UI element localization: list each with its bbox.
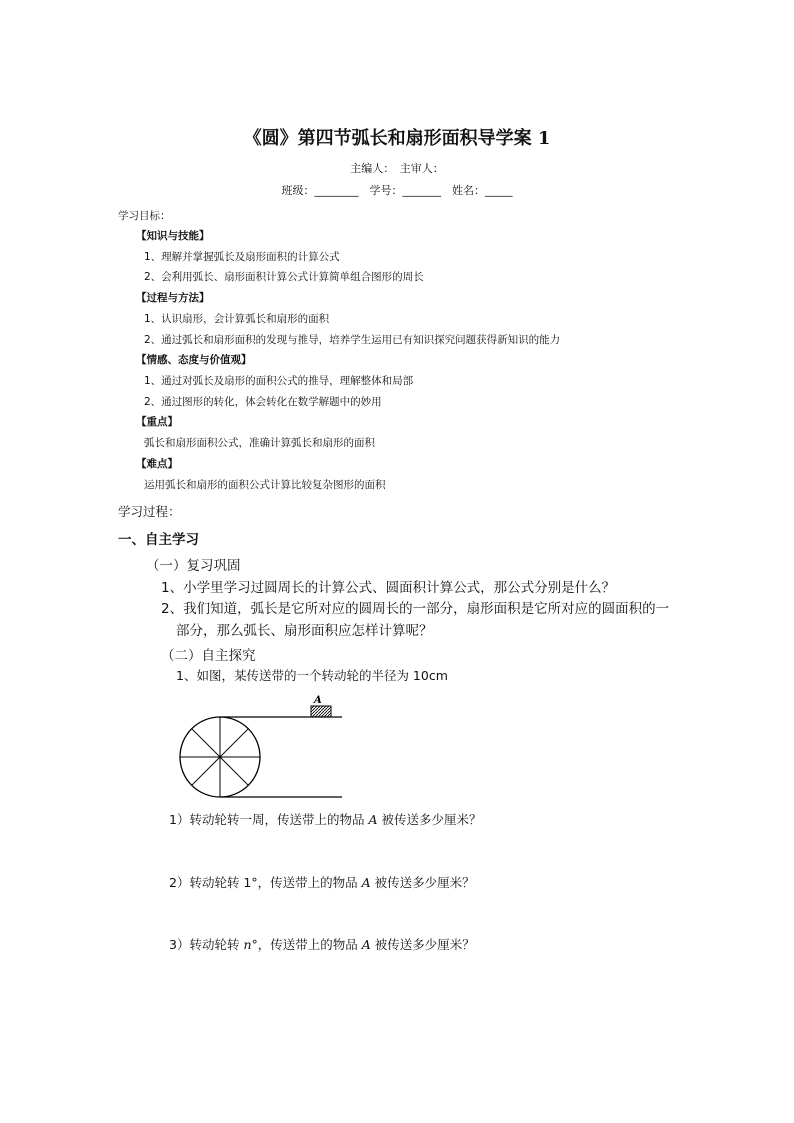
object-a-label: A: [314, 695, 322, 706]
editors-line: 主编人： 主审人：: [350, 162, 444, 175]
object-a-block: [311, 706, 331, 717]
difficulty-text: 运用弧长和扇形的面积公式计算比较复杂图形的面积: [144, 479, 386, 491]
question-2-line-1: 2、我们知道，弧长是它所对应的圆周长的一部分，扇形面积是它所对应的圆面积的一: [161, 601, 670, 617]
variable-a: A: [368, 812, 378, 827]
sub-question-3: 3）转动轮转 n°，传送带上的物品 A 被传送多少厘米？: [169, 937, 475, 952]
sub-question-1: 1）转动轮转一周，传送带上的物品 A 被传送多少厘米？: [169, 812, 482, 827]
knowledge-heading: 【知识与技能】: [136, 230, 210, 242]
variable-a: A: [361, 875, 371, 890]
subsection-explore: （二）自主探究: [161, 648, 256, 664]
question-2-line-2: 部分，那么弧长、扇形面积应怎样计算呢？: [176, 623, 433, 639]
question-1: 1、小学里学习过圆周长的计算公式、圆面积计算公式，那公式分别是什么？: [161, 580, 616, 596]
process-method-item-2: 2、通过弧长和扇形面积的发现与推导，培养学生运用已有知识探究问题获得新知识的能力: [144, 334, 561, 346]
emotion-item-2: 2、通过图形的转化，体会转化在数学解题中的妙用: [144, 396, 382, 408]
variable-n: n: [243, 937, 252, 952]
knowledge-item-1: 1、理解并掌握弧长及扇形面积的计算公式: [144, 251, 340, 263]
emotion-heading: 【情感、态度与价值观】: [136, 354, 252, 366]
subsection-review: （一）复习巩固: [146, 558, 241, 574]
process-method-item-1: 1、认识扇形，会计算弧长和扇形的面积: [144, 313, 330, 325]
section-self-study: 一、自主学习: [118, 532, 199, 548]
page-title: 《圆》第四节弧长和扇形面积导学案 1: [243, 128, 551, 149]
objectives-heading: 学习目标：: [118, 210, 171, 222]
variable-a: A: [361, 937, 371, 952]
question-3: 1、如图，某传送带的一个转动轮的半径为 10cm: [176, 668, 448, 683]
emotion-item-1: 1、通过对弧长及扇形的面积公式的推导，理解整体和局部: [144, 375, 414, 387]
key-point-text: 弧长和扇形面积公式，准确计算弧长和扇形的面积: [144, 437, 375, 449]
process-heading: 学习过程：: [118, 504, 181, 519]
sub-question-2: 2）转动轮转 1°，传送带上的物品 A 被传送多少厘米？: [169, 875, 475, 890]
student-info-line: 班级：________ 学号：_______ 姓名：_____: [281, 184, 513, 197]
key-point-heading: 【重点】: [136, 416, 178, 428]
process-method-heading: 【过程与方法】: [136, 292, 210, 304]
wheel-spokes: [180, 717, 260, 797]
knowledge-item-2: 2、会利用弧长、扇形面积计算公式计算简单组合图形的周长: [144, 271, 424, 283]
difficulty-heading: 【难点】: [136, 458, 178, 470]
